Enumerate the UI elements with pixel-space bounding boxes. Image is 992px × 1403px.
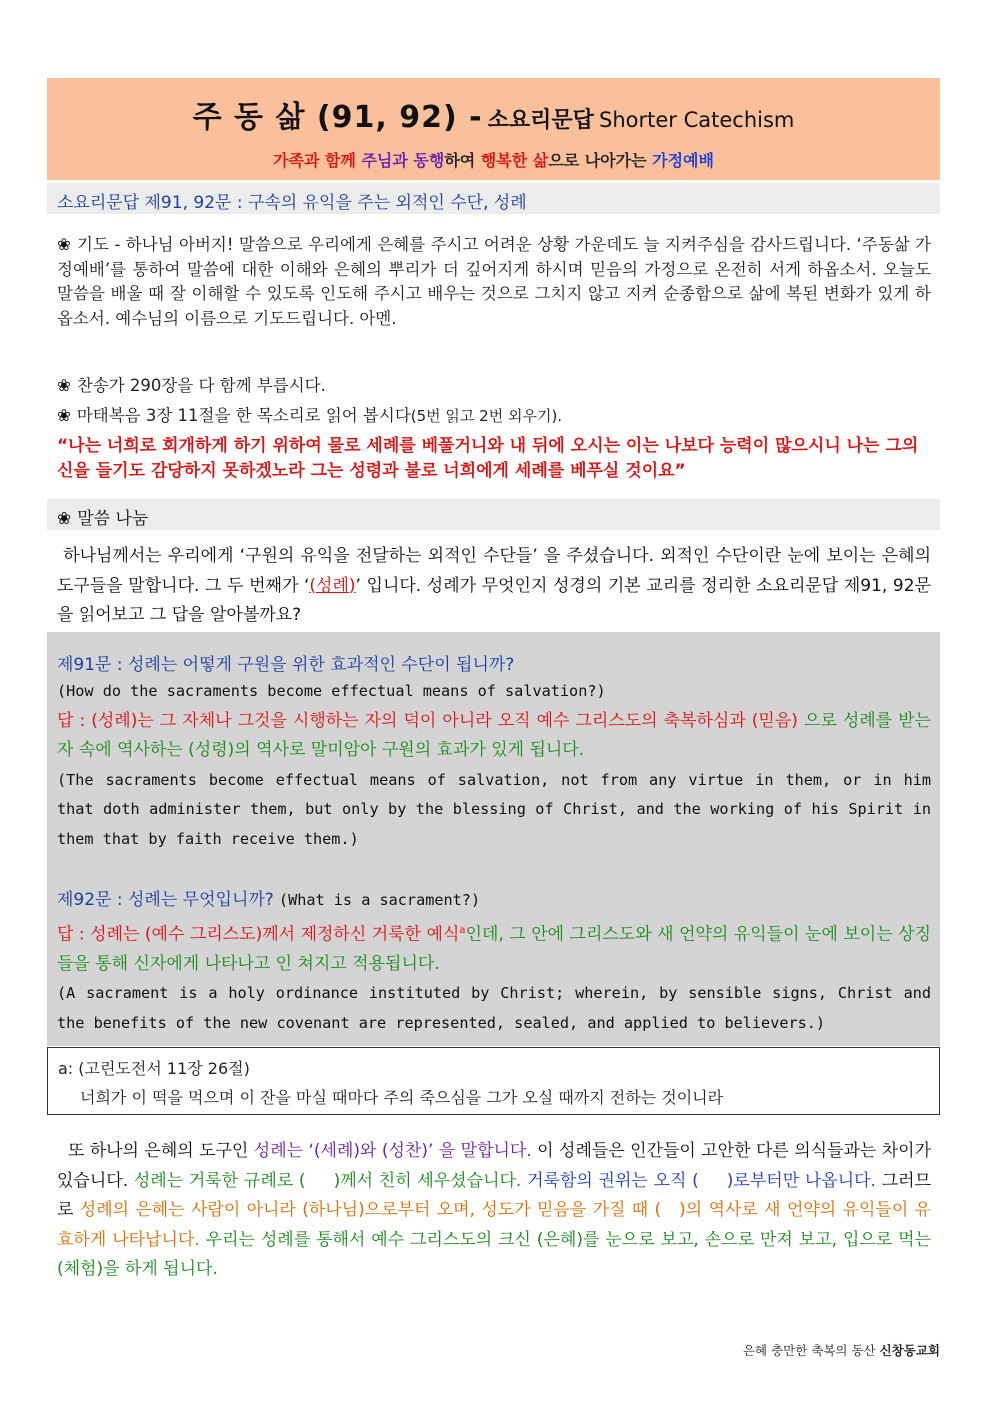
closing-text: 성례는 거룩한 규례로 ( <box>133 1170 306 1191</box>
reading-text: 마태복음 3장 11절을 한 목소리로 읽어 봅시다 <box>76 406 411 425</box>
question-english: (What is a sacrament?) <box>278 891 481 909</box>
question-92 <box>57 885 931 1038</box>
flower-bullet-icon: ❀ <box>57 235 72 254</box>
closing-text: 우리는 성례를 통해서 예수 그리스도의 크신 (은혜)를 눈으로 보고, 손으로 만져 보고, 입으로 먹는 (체험)을 하게 됩니다. <box>57 1229 932 1279</box>
closing-text: )로부터만 나옵니다. <box>726 1170 876 1191</box>
slogan-part: 하여 <box>444 151 476 170</box>
closing-text: 성례는 <box>253 1141 309 1161</box>
answer-text <box>57 707 931 766</box>
answer-red: 답 : (성례)는 그 자체나 그것을 시행하는 자의 덕이 아니라 오직 예수 그리스도의 축복하심과 (믿음) <box>57 710 798 731</box>
intro-text: 하나님께서는 우리에게 ‘구원의 유익을 전달하는 외적인 수단들’ 을 주셨습니다. 외적인 수단이란 눈에 보이는 은혜의 도구들을 말합니다. 그 두 번째가 ‘ <box>57 546 931 596</box>
closing-text: )의 역사로 새 언약의 유익들이 유효하게 나타납니다. <box>57 1200 932 1250</box>
slogan-part: 가족과 함께 <box>273 151 356 170</box>
footnote-title: a: (고린도전서 11장 26절) <box>58 1059 250 1078</box>
hymn-text: 찬송가 290장을 다 함께 부릅시다. <box>76 376 326 395</box>
footnote-verse: 너희가 이 떡을 먹으며 이 잔을 마실 때마다 주의 죽으심을 그가 오실 때까지 전하는 것이니라 <box>80 1088 724 1107</box>
title-english: Shorter Catechism <box>599 108 795 132</box>
slogan-part: 행복한 삶 <box>480 151 549 170</box>
slogan <box>47 148 940 171</box>
title-main: 주 동 삶 (91, 92) - <box>192 100 483 135</box>
prayer-section <box>57 233 931 331</box>
question-text: 제92문 : 성례는 무엇입니까? <box>57 890 274 910</box>
question-english: (How do the sacraments become effectual means of salvation?) <box>57 682 606 700</box>
footer-text: 은혜 충만한 축복의 동산 <box>742 1343 876 1358</box>
share-label <box>57 504 148 529</box>
slogan-part: 주님과 동행 <box>361 151 445 170</box>
answer-english: (A sacrament is a holy ordinance instituted by Christ; wherein, by sensible signs, Christ and the benefits of the new covenant are represented, sealed, and applied to believers.) <box>57 984 931 1032</box>
reading-note: (5번 읽고 2번 외우기). <box>410 407 563 425</box>
flower-bullet-icon: ❀ <box>57 406 71 425</box>
closing-text: ‘(세례)와 (성찬)’ 을 말합니다. <box>308 1141 532 1161</box>
closing-text: 또 하나의 은혜의 도구인 <box>67 1141 254 1161</box>
question-line <box>57 885 931 916</box>
answer-green: 으로 성례를 받는 자 속에 역사하는 (성령)의 역사로 말미암아 구원의 효과가 있게 됩니다. <box>57 710 931 760</box>
closing-paragraph <box>57 1137 931 1285</box>
title-sub: 소요리문답 <box>487 108 594 133</box>
answer-text <box>57 916 931 980</box>
hymn-line <box>57 372 326 396</box>
question-text: 제91문 : 성례는 어떻게 구원을 위한 효과적인 수단이 됩니까? <box>57 655 515 675</box>
answer-red: 답 : 성례는 (예수 그리스도)께서 제정하신 거룩한 예식 <box>57 924 460 945</box>
closing-text: 이 성례들은 인간들이 고안한 다른 의식들과는 차이가 있습니다. <box>57 1141 932 1191</box>
closing-text: )께서 친히 세우셨습니다. <box>333 1170 522 1191</box>
flower-bullet-icon: ❀ <box>57 509 72 529</box>
catechism-box <box>47 632 940 1046</box>
topic-bar <box>47 183 940 214</box>
footnote-mark: a <box>459 924 466 936</box>
footer <box>743 1341 940 1359</box>
topic-title: 소요리문답 제91, 92문 : 구속의 유익을 주는 외적인 수단, 성례 <box>57 193 527 213</box>
prayer-label: 기도 - 하나님 아버지! <box>77 235 234 254</box>
reading-line <box>57 402 562 426</box>
closing-text: 거룩함의 권위는 오직 ( <box>521 1170 699 1191</box>
header-banner <box>47 78 940 180</box>
flower-bullet-icon: ❀ <box>57 376 71 395</box>
share-bar <box>47 499 940 530</box>
intro-paragraph <box>57 542 931 631</box>
intro-text: ’ 입니다. 성례가 무엇인지 성경의 기본 교리를 정리한 소요리문답 제91, 92문을 읽어보고 그 답을 알아볼까요? <box>57 575 931 625</box>
slogan-part: 으로 나아가는 <box>548 151 647 170</box>
footnote-box <box>47 1047 940 1115</box>
answer-green: 인데, 그 안에 그리스도와 새 언약의 유익들이 눈에 보이는 상징들을 통해 신자에게 나타나고 인 쳐지고 적용됩니다. <box>57 924 931 974</box>
closing-text: 성례의 은혜는 사람이 아니라 (하나님)으로부터 오며, 성도가 믿음을 가질 때 ( <box>79 1200 662 1220</box>
share-label-text: 말씀 나눔 <box>77 509 149 529</box>
answer-english: (The sacraments become effectual means of salvation, not from any virtue in them, or in him that doth administer them, but only by the blessing of Christ, and the working of his Spirit in them that by faith receive them.) <box>57 770 931 848</box>
question-91 <box>57 650 931 854</box>
intro-highlight: (성례) <box>309 575 356 596</box>
memory-verse: “나는 너희로 회개하게 하기 위하여 물로 세례를 베풀거니와 내 뒤에 오시는 이는 나보다 능력이 많으시니 나는 그의 신을 들기도 감당하지 못하겠노라 그는 성령과 불로 너희에게 세례를 베푸실 것이요” <box>57 436 919 481</box>
footer-church: 신창동교회 <box>879 1343 940 1358</box>
prayer-text: 말씀으로 우리에게 은혜를 주시고 어려운 상황 가운데도 늘 지켜주심을 감사드립니다. ‘주동삶 가정예배’를 통하여 말씀에 대한 이해와 은혜의 뿌리가 더 깊어지게 하시며 믿음의 가정으로 온전히 서게 하옵소서. 오늘도 말씀을 배울 때 잘 이해할 수 있도록 인도해 주시고 배우는 것으로 그치지 않고 지켜 순종함으로 삶에 복된 변화가 있게 하옵소서. 예수님의 이름으로 기도드립니다. 아멘. <box>57 235 931 328</box>
page-title <box>47 92 940 136</box>
closing-text: 그러므로 <box>57 1170 931 1220</box>
slogan-part: 가정예배 <box>652 151 714 170</box>
